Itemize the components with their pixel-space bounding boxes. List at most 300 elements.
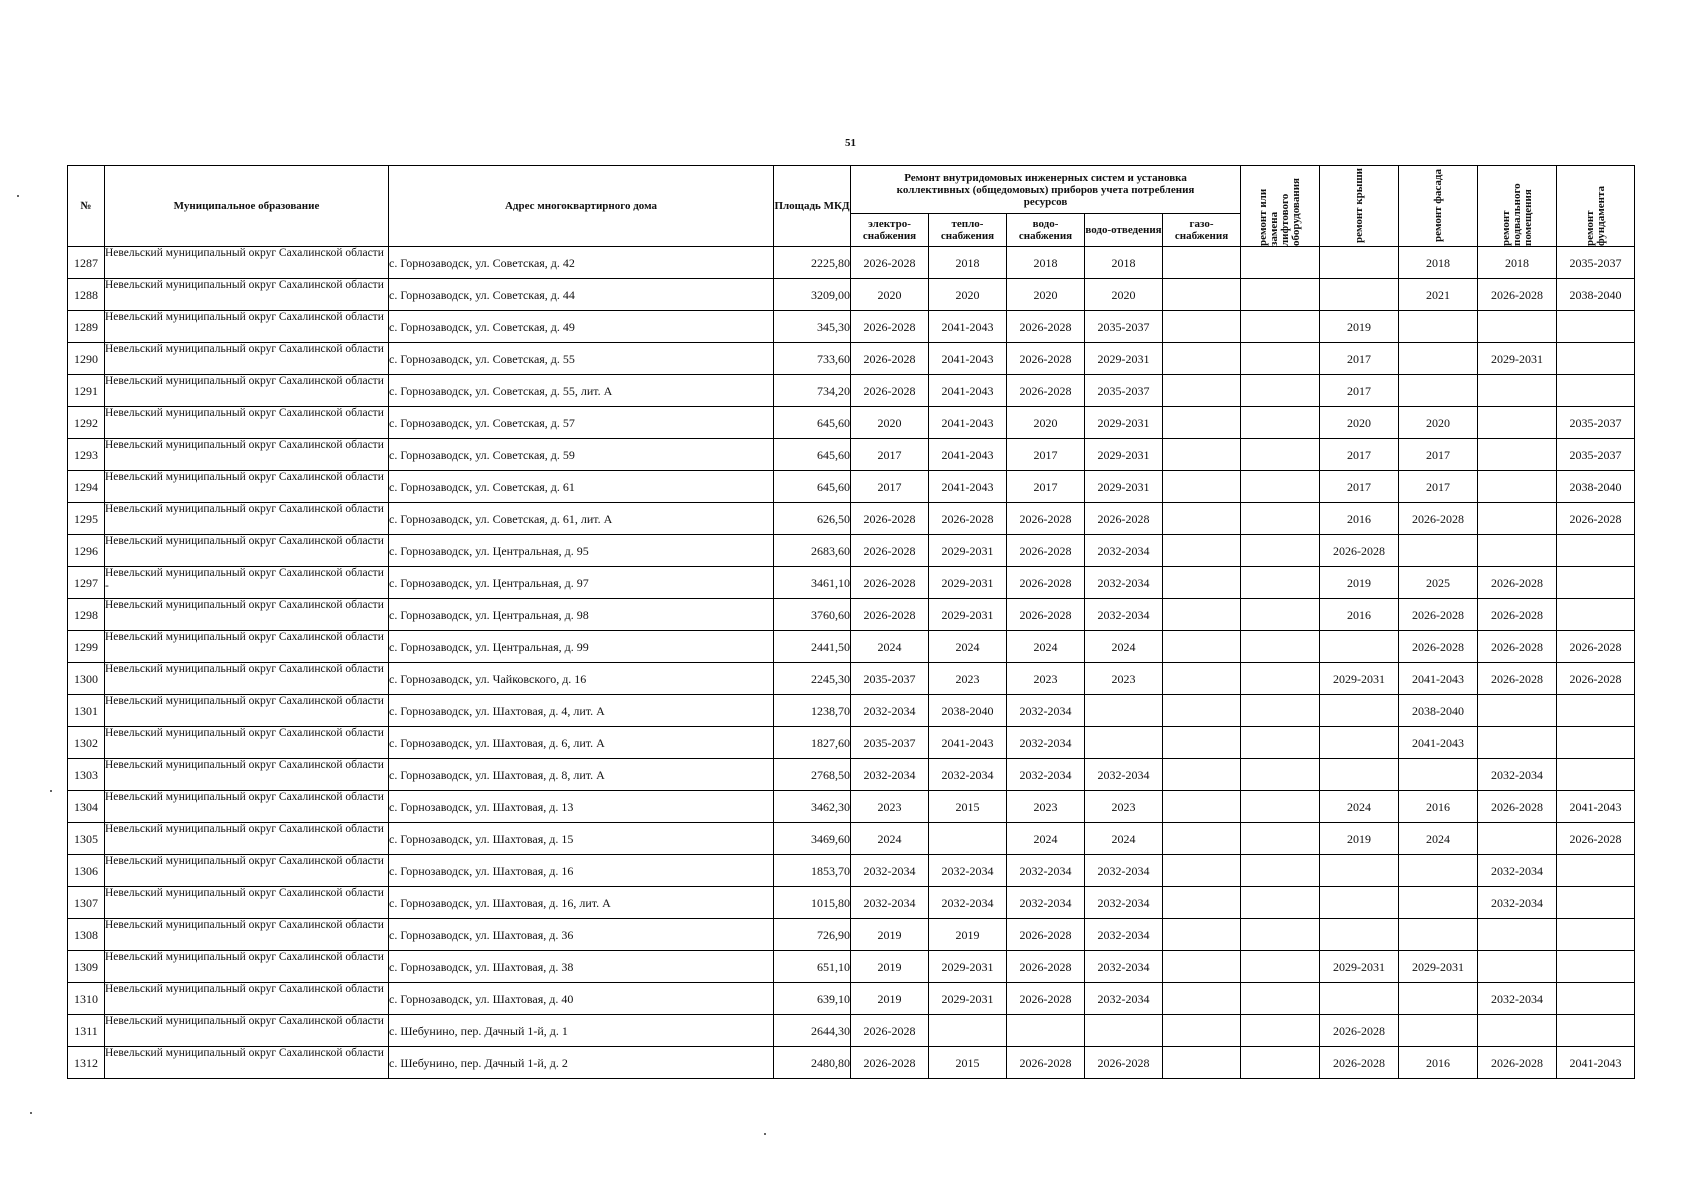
municipality-cell: Невельский муниципальный округ Сахалинской области — [105, 375, 389, 407]
municipality-cell: Невельский муниципальный округ Сахалинской области — [105, 311, 389, 343]
address-cell: с. Горнозаводск, ул. Центральная, д. 98 — [389, 599, 774, 631]
municipality-cell: Невельский муниципальный округ Сахалинской области — [105, 855, 389, 887]
row-number: 1311 — [68, 1015, 105, 1047]
area-cell: 2683,60 — [774, 535, 851, 567]
electric-cell: 2019 — [851, 983, 929, 1015]
header-area: Площадь МКД — [774, 166, 851, 247]
roof-cell — [1320, 983, 1399, 1015]
sewer-cell: 2026-2028 — [1085, 1047, 1163, 1079]
gas-cell — [1163, 535, 1241, 567]
header-roof: ремонт крыши — [1352, 168, 1365, 244]
address-cell: с. Горнозаводск, ул. Шахтовая, д. 8, лит. А — [389, 759, 774, 791]
basement-cell — [1478, 471, 1557, 503]
roof-cell — [1320, 855, 1399, 887]
header-foundation-cell — [1557, 166, 1635, 247]
basement-cell: 2029-2031 — [1478, 343, 1557, 375]
sewer-cell: 2024 — [1085, 823, 1163, 855]
row-number: 1308 — [68, 919, 105, 951]
address-cell: с. Горнозаводск, ул. Чайковского, д. 16 — [389, 663, 774, 695]
table-row — [68, 855, 1635, 887]
gas-cell — [1163, 695, 1241, 727]
facade-cell: 2038-2040 — [1399, 695, 1478, 727]
header-foundation: ремонт фундамента — [1583, 186, 1607, 246]
table-row — [68, 1047, 1635, 1079]
heat-cell — [929, 823, 1007, 855]
sewer-cell: 2032-2034 — [1085, 855, 1163, 887]
heat-cell: 2041-2043 — [929, 343, 1007, 375]
electric-cell: 2026-2028 — [851, 503, 929, 535]
roof-cell — [1320, 919, 1399, 951]
address-cell: с. Шебунино, пер. Дачный 1-й, д. 1 — [389, 1015, 774, 1047]
lift-cell — [1241, 983, 1320, 1015]
municipality-cell: Невельский муниципальный округ Сахалинской области — [105, 247, 389, 279]
heat-cell: 2032-2034 — [929, 887, 1007, 919]
basement-cell — [1478, 919, 1557, 951]
area-cell: 3469,60 — [774, 823, 851, 855]
address-cell: с. Горнозаводск, ул. Советская, д. 57 — [389, 407, 774, 439]
table-row — [68, 503, 1635, 535]
roof-cell: 2029-2031 — [1320, 951, 1399, 983]
row-number: 1300 — [68, 663, 105, 695]
header-roof-cell — [1320, 166, 1399, 247]
roof-cell: 2017 — [1320, 375, 1399, 407]
lift-cell — [1241, 279, 1320, 311]
table-row — [68, 823, 1635, 855]
roof-cell: 2020 — [1320, 407, 1399, 439]
table-row — [68, 1015, 1635, 1047]
area-cell: 626,50 — [774, 503, 851, 535]
gas-cell — [1163, 247, 1241, 279]
roof-cell — [1320, 695, 1399, 727]
facade-cell — [1399, 535, 1478, 567]
water-cell: 2032-2034 — [1007, 695, 1085, 727]
electric-cell: 2026-2028 — [851, 343, 929, 375]
lift-cell — [1241, 759, 1320, 791]
facade-cell: 2026-2028 — [1399, 631, 1478, 663]
table-row — [68, 759, 1635, 791]
foundation-cell: 2035-2037 — [1557, 439, 1635, 471]
header-gas: газо-снабжения — [1163, 214, 1241, 247]
sewer-cell: 2023 — [1085, 663, 1163, 695]
lift-cell — [1241, 407, 1320, 439]
row-number: 1309 — [68, 951, 105, 983]
gas-cell — [1163, 471, 1241, 503]
municipality-cell: Невельский муниципальный округ Сахалинской области — [105, 631, 389, 663]
roof-cell: 2026-2028 — [1320, 1015, 1399, 1047]
area-cell: 3461,10 — [774, 567, 851, 599]
facade-cell: 2021 — [1399, 279, 1478, 311]
gas-cell — [1163, 983, 1241, 1015]
lift-cell — [1241, 375, 1320, 407]
row-number: 1293 — [68, 439, 105, 471]
municipality-cell: Невельский муниципальный округ Сахалинской области — [105, 535, 389, 567]
row-number: 1298 — [68, 599, 105, 631]
table-row — [68, 695, 1635, 727]
lift-cell — [1241, 727, 1320, 759]
water-cell: 2026-2028 — [1007, 535, 1085, 567]
foundation-cell — [1557, 727, 1635, 759]
address-cell: с. Горнозаводск, ул. Шахтовая, д. 36 — [389, 919, 774, 951]
area-cell: 645,60 — [774, 471, 851, 503]
row-number: 1287 — [68, 247, 105, 279]
foundation-cell: 2035-2037 — [1557, 247, 1635, 279]
address-cell: с. Горнозаводск, ул. Центральная, д. 99 — [389, 631, 774, 663]
water-cell: 2023 — [1007, 791, 1085, 823]
foundation-cell: 2041-2043 — [1557, 791, 1635, 823]
municipality-cell: Невельский муниципальный округ Сахалинской области — [105, 599, 389, 631]
row-number: 1292 — [68, 407, 105, 439]
heat-cell: 2015 — [929, 1047, 1007, 1079]
municipality-cell: Невельский муниципальный округ Сахалинской области — [105, 727, 389, 759]
water-cell — [1007, 1015, 1085, 1047]
lift-cell — [1241, 663, 1320, 695]
basement-cell — [1478, 951, 1557, 983]
table-row — [68, 791, 1635, 823]
foundation-cell: 2026-2028 — [1557, 503, 1635, 535]
foundation-cell — [1557, 887, 1635, 919]
lift-cell — [1241, 247, 1320, 279]
row-number: 1312 — [68, 1047, 105, 1079]
municipality-cell: Невельский муниципальный округ Сахалинской области — [105, 983, 389, 1015]
area-cell: 1853,70 — [774, 855, 851, 887]
foundation-cell: 2026-2028 — [1557, 663, 1635, 695]
roof-cell: 2017 — [1320, 343, 1399, 375]
sewer-cell — [1085, 727, 1163, 759]
foundation-cell: 2041-2043 — [1557, 1047, 1635, 1079]
address-cell: с. Горнозаводск, ул. Шахтовая, д. 38 — [389, 951, 774, 983]
municipality-cell: Невельский муниципальный округ Сахалинской области — [105, 471, 389, 503]
gas-cell — [1163, 375, 1241, 407]
basement-cell — [1478, 503, 1557, 535]
heat-cell: 2029-2031 — [929, 567, 1007, 599]
lift-cell — [1241, 599, 1320, 631]
header-basement-cell — [1478, 166, 1557, 247]
sewer-cell: 2032-2034 — [1085, 983, 1163, 1015]
row-number: 1301 — [68, 695, 105, 727]
header-municipality: Муниципальное образование — [105, 166, 389, 247]
address-cell: с. Горнозаводск, ул. Шахтовая, д. 40 — [389, 983, 774, 1015]
basement-cell: 2026-2028 — [1478, 599, 1557, 631]
roof-cell: 2026-2028 — [1320, 535, 1399, 567]
facade-cell: 2018 — [1399, 247, 1478, 279]
foundation-cell: 2026-2028 — [1557, 823, 1635, 855]
row-number: 1296 — [68, 535, 105, 567]
header-address: Адрес многоквартирного дома — [389, 166, 774, 247]
foundation-cell — [1557, 599, 1635, 631]
area-cell: 3462,30 — [774, 791, 851, 823]
heat-cell: 2041-2043 — [929, 471, 1007, 503]
basement-cell: 2026-2028 — [1478, 791, 1557, 823]
basement-cell — [1478, 535, 1557, 567]
lift-cell — [1241, 535, 1320, 567]
address-cell: с. Горнозаводск, ул. Советская, д. 42 — [389, 247, 774, 279]
header-lift: ремонт или замена лифтового оборудования — [1257, 178, 1303, 246]
facade-cell: 2026-2028 — [1399, 599, 1478, 631]
row-number: 1291 — [68, 375, 105, 407]
roof-cell — [1320, 887, 1399, 919]
row-number: 1294 — [68, 471, 105, 503]
municipality-cell: Невельский муниципальный округ Сахалинской области — [105, 919, 389, 951]
row-number: 1307 — [68, 887, 105, 919]
electric-cell: 2026-2028 — [851, 311, 929, 343]
gas-cell — [1163, 439, 1241, 471]
electric-cell: 2032-2034 — [851, 695, 929, 727]
area-cell: 3209,00 — [774, 279, 851, 311]
sewer-cell: 2023 — [1085, 791, 1163, 823]
heat-cell — [929, 1015, 1007, 1047]
facade-cell: 2041-2043 — [1399, 727, 1478, 759]
water-cell: 2017 — [1007, 439, 1085, 471]
municipality-cell: Невельский муниципальный округ Сахалинской области — [105, 343, 389, 375]
electric-cell: 2026-2028 — [851, 599, 929, 631]
sewer-cell: 2032-2034 — [1085, 919, 1163, 951]
facade-cell — [1399, 311, 1478, 343]
area-cell: 3760,60 — [774, 599, 851, 631]
municipality-cell: Невельский муниципальный округ Сахалинской области — [105, 407, 389, 439]
gas-cell — [1163, 311, 1241, 343]
municipality-cell: Невельский муниципальный округ Сахалинской области — [105, 887, 389, 919]
lift-cell — [1241, 471, 1320, 503]
facade-cell: 2017 — [1399, 439, 1478, 471]
header-electric: электро-снабжения — [851, 214, 929, 247]
electric-cell: 2035-2037 — [851, 663, 929, 695]
address-cell: с. Горнозаводск, ул. Шахтовая, д. 6, лит. А — [389, 727, 774, 759]
row-number: 1302 — [68, 727, 105, 759]
address-cell: с. Горнозаводск, ул. Советская, д. 55, лит. А — [389, 375, 774, 407]
facade-cell — [1399, 1015, 1478, 1047]
basement-cell — [1478, 1015, 1557, 1047]
table-row — [68, 663, 1635, 695]
gas-cell — [1163, 791, 1241, 823]
lift-cell — [1241, 631, 1320, 663]
table-row — [68, 599, 1635, 631]
municipality-cell: Невельский муниципальный округ Сахалинской области — [105, 791, 389, 823]
scan-speck — [50, 790, 52, 792]
municipality-cell: Невельский муниципальный округ Сахалинской области — [105, 951, 389, 983]
header-sewer: водо-отведения — [1085, 214, 1163, 247]
foundation-cell — [1557, 311, 1635, 343]
sewer-cell: 2032-2034 — [1085, 567, 1163, 599]
facade-cell: 2016 — [1399, 1047, 1478, 1079]
water-cell: 2024 — [1007, 823, 1085, 855]
gas-cell — [1163, 727, 1241, 759]
basement-cell: 2026-2028 — [1478, 663, 1557, 695]
area-cell: 345,30 — [774, 311, 851, 343]
facade-cell: 2017 — [1399, 471, 1478, 503]
lift-cell — [1241, 343, 1320, 375]
address-cell: с. Горнозаводск, ул. Центральная, д. 97 — [389, 567, 774, 599]
table-row — [68, 727, 1635, 759]
foundation-cell — [1557, 567, 1635, 599]
heat-cell: 2026-2028 — [929, 503, 1007, 535]
lift-cell — [1241, 919, 1320, 951]
gas-cell — [1163, 279, 1241, 311]
heat-cell: 2041-2043 — [929, 311, 1007, 343]
gas-cell — [1163, 407, 1241, 439]
scan-speck — [30, 1112, 32, 1114]
basement-cell: 2032-2034 — [1478, 759, 1557, 791]
lift-cell — [1241, 311, 1320, 343]
gas-cell — [1163, 343, 1241, 375]
row-number: 1306 — [68, 855, 105, 887]
area-cell: 1015,80 — [774, 887, 851, 919]
facade-cell — [1399, 375, 1478, 407]
roof-cell: 2017 — [1320, 471, 1399, 503]
table-row — [68, 247, 1635, 279]
foundation-cell: 2026-2028 — [1557, 631, 1635, 663]
electric-cell: 2024 — [851, 823, 929, 855]
foundation-cell — [1557, 919, 1635, 951]
gas-cell — [1163, 567, 1241, 599]
heat-cell: 2041-2043 — [929, 407, 1007, 439]
sewer-cell: 2035-2037 — [1085, 311, 1163, 343]
address-cell: с. Горнозаводск, ул. Советская, д. 61, лит. А — [389, 503, 774, 535]
foundation-cell — [1557, 983, 1635, 1015]
roof-cell — [1320, 279, 1399, 311]
lift-cell — [1241, 1047, 1320, 1079]
lift-cell — [1241, 1015, 1320, 1047]
lift-cell — [1241, 567, 1320, 599]
address-cell: с. Горнозаводск, ул. Шахтовая, д. 4, лит. А — [389, 695, 774, 727]
gas-cell — [1163, 759, 1241, 791]
basement-cell — [1478, 695, 1557, 727]
water-cell: 2026-2028 — [1007, 919, 1085, 951]
electric-cell: 2032-2034 — [851, 855, 929, 887]
municipality-cell: Невельский муниципальный округ Сахалинской области — [105, 1047, 389, 1079]
header-facade: ремонт фасада — [1431, 169, 1444, 243]
table-row — [68, 631, 1635, 663]
water-cell: 2026-2028 — [1007, 375, 1085, 407]
electric-cell: 2035-2037 — [851, 727, 929, 759]
gas-cell — [1163, 887, 1241, 919]
heat-cell: 2032-2034 — [929, 855, 1007, 887]
table-row — [68, 375, 1635, 407]
row-number: 1303 — [68, 759, 105, 791]
electric-cell: 2019 — [851, 919, 929, 951]
electric-cell: 2026-2028 — [851, 1047, 929, 1079]
basement-cell — [1478, 823, 1557, 855]
sewer-cell: 2032-2034 — [1085, 887, 1163, 919]
electric-cell: 2020 — [851, 279, 929, 311]
foundation-cell — [1557, 855, 1635, 887]
header-water: водо-снабжения — [1007, 214, 1085, 247]
electric-cell: 2032-2034 — [851, 759, 929, 791]
roof-cell: 2026-2028 — [1320, 1047, 1399, 1079]
gas-cell — [1163, 631, 1241, 663]
heat-cell: 2024 — [929, 631, 1007, 663]
gas-cell — [1163, 951, 1241, 983]
scan-speck — [764, 1133, 766, 1135]
municipality-cell: Невельский муниципальный округ Сахалинской области — [105, 823, 389, 855]
heat-cell: 2018 — [929, 247, 1007, 279]
foundation-cell — [1557, 375, 1635, 407]
water-cell: 2020 — [1007, 407, 1085, 439]
foundation-cell: 2038-2040 — [1557, 279, 1635, 311]
sewer-cell: 2029-2031 — [1085, 439, 1163, 471]
facade-cell: 2020 — [1399, 407, 1478, 439]
heat-cell: 2038-2040 — [929, 695, 1007, 727]
electric-cell: 2026-2028 — [851, 375, 929, 407]
lift-cell — [1241, 855, 1320, 887]
header-heat: тепло-снабжения — [929, 214, 1007, 247]
foundation-cell — [1557, 951, 1635, 983]
sewer-cell: 2029-2031 — [1085, 343, 1163, 375]
facade-cell — [1399, 983, 1478, 1015]
sewer-cell: 2032-2034 — [1085, 759, 1163, 791]
electric-cell: 2019 — [851, 951, 929, 983]
row-number: 1289 — [68, 311, 105, 343]
electric-cell: 2032-2034 — [851, 887, 929, 919]
electric-cell: 2026-2028 — [851, 1015, 929, 1047]
facade-cell: 2016 — [1399, 791, 1478, 823]
electric-cell: 2023 — [851, 791, 929, 823]
area-cell: 2480,80 — [774, 1047, 851, 1079]
lift-cell — [1241, 695, 1320, 727]
municipality-cell: Невельский муниципальный округ Сахалинской области - — [105, 567, 389, 599]
foundation-cell — [1557, 535, 1635, 567]
table-row — [68, 407, 1635, 439]
electric-cell: 2017 — [851, 471, 929, 503]
area-cell: 2441,50 — [774, 631, 851, 663]
address-cell: с. Горнозаводск, ул. Шахтовая, д. 13 — [389, 791, 774, 823]
gas-cell — [1163, 919, 1241, 951]
lift-cell — [1241, 823, 1320, 855]
roof-cell: 2016 — [1320, 503, 1399, 535]
table-row — [68, 983, 1635, 1015]
basement-cell — [1478, 727, 1557, 759]
facade-cell — [1399, 759, 1478, 791]
area-cell: 2245,30 — [774, 663, 851, 695]
gas-cell — [1163, 855, 1241, 887]
table-row — [68, 535, 1635, 567]
electric-cell: 2026-2028 — [851, 535, 929, 567]
repair-schedule-table — [67, 165, 1635, 1079]
gas-cell — [1163, 663, 1241, 695]
lift-cell — [1241, 791, 1320, 823]
area-cell: 1238,70 — [774, 695, 851, 727]
basement-cell: 2018 — [1478, 247, 1557, 279]
sewer-cell: 2018 — [1085, 247, 1163, 279]
sewer-cell: 2029-2031 — [1085, 407, 1163, 439]
basement-cell: 2026-2028 — [1478, 1047, 1557, 1079]
water-cell: 2032-2034 — [1007, 759, 1085, 791]
sewer-cell — [1085, 1015, 1163, 1047]
address-cell: с. Горнозаводск, ул. Шахтовая, д. 16, лит. А — [389, 887, 774, 919]
row-number: 1305 — [68, 823, 105, 855]
area-cell: 645,60 — [774, 439, 851, 471]
heat-cell: 2029-2031 — [929, 535, 1007, 567]
row-number: 1295 — [68, 503, 105, 535]
roof-cell: 2016 — [1320, 599, 1399, 631]
gas-cell — [1163, 823, 1241, 855]
basement-cell: 2032-2034 — [1478, 887, 1557, 919]
roof-cell: 2017 — [1320, 439, 1399, 471]
water-cell: 2032-2034 — [1007, 855, 1085, 887]
sewer-cell: 2032-2034 — [1085, 599, 1163, 631]
table-row — [68, 567, 1635, 599]
lift-cell — [1241, 503, 1320, 535]
foundation-cell: 2035-2037 — [1557, 407, 1635, 439]
water-cell: 2026-2028 — [1007, 599, 1085, 631]
heat-cell: 2029-2031 — [929, 951, 1007, 983]
water-cell: 2018 — [1007, 247, 1085, 279]
gas-cell — [1163, 1015, 1241, 1047]
address-cell: с. Горнозаводск, ул. Шахтовая, д. 15 — [389, 823, 774, 855]
roof-cell: 2019 — [1320, 823, 1399, 855]
facade-cell: 2026-2028 — [1399, 503, 1478, 535]
roof-cell: 2019 — [1320, 567, 1399, 599]
water-cell: 2032-2034 — [1007, 727, 1085, 759]
